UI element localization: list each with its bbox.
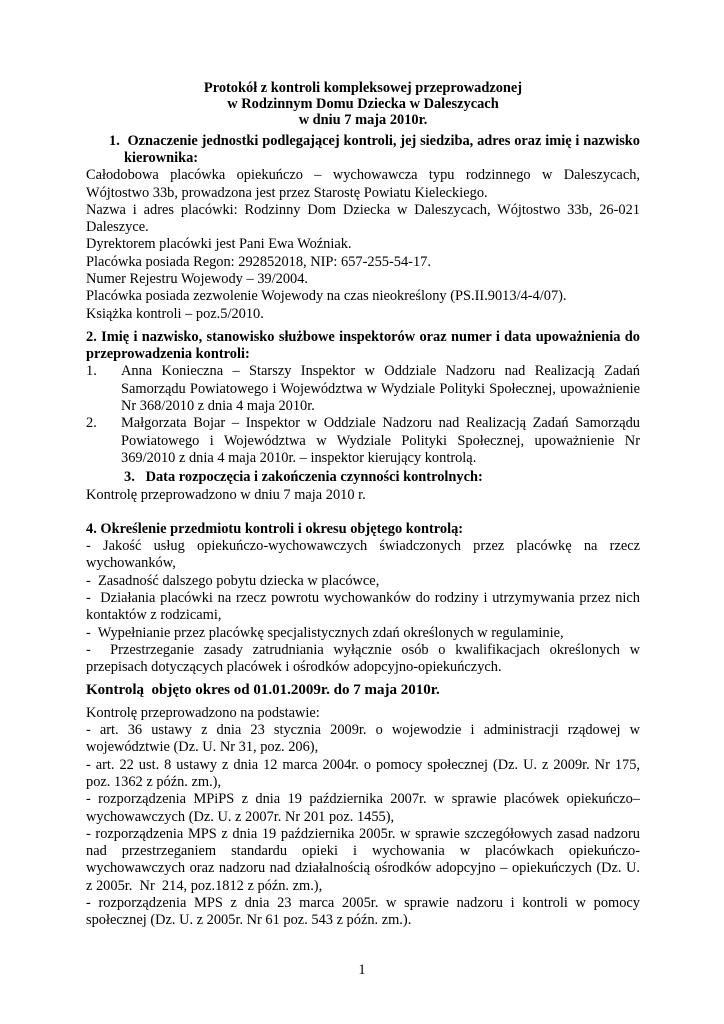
section-4-item: - Zasadność dalszego pobytu dziecka w placówce, bbox=[86, 572, 380, 589]
section-4-item: - Działania placówki na rzecz powrotu wychowanków do rodziny i utrzymywania przez nich kontaktów z rodzicami, bbox=[86, 590, 640, 624]
inspector-text: Małgorzata Bojar – Inspektor w Oddziale Nadzoru nad Realizacją Zadań Samorządu Powiatowego i Województwa w Wydziale Polityki Społecznej, upoważnienie Nr 369/2010 z dnia 4 maja 2010r. – inspektor kierujący kontrolą. bbox=[121, 415, 640, 466]
basis-item: - art. 22 ust. 8 ustawy z dnia 12 marca 2004r. o pomocy społecznej (Dz. U. z 2009r. Nr 175, poz. 1362 z późn. zm.), bbox=[86, 756, 640, 790]
inspector-number: 2. bbox=[86, 415, 97, 432]
document-page bbox=[86, 80, 640, 930]
section-1-line: Całodobowa placówka opiekuńczo – wychowawcza typu rodzinnego w Daleszycach, Wójtostwo 33b, prowadzona jest przez Starostę Powiatu Kieleckiego. bbox=[86, 167, 640, 201]
section-1-line: Placówka posiada zezwolenie Wojewody na czas nieokreślony (PS.II.9013/4-4/07). bbox=[86, 288, 567, 305]
section-1-line: Dyrektorem placówki jest Pani Ewa Woźniak. bbox=[86, 236, 352, 253]
section-4-heading: 4. Określenie przedmiotu kontroli i okresu objętego kontrolą: bbox=[86, 520, 464, 537]
section-3-heading: 3. Data rozpoczęcia i zakończenia czynności kontrolnych: bbox=[124, 469, 483, 486]
section-3-text: Kontrolę przeprowadzono w dniu 7 maja 2010 r. bbox=[86, 486, 366, 503]
basis-item: - art. 36 ustawy z dnia 23 stycznia 2009r. o wojewodzie i administracji rządowej w województwie (Dz. U. Nr 31, poz. 206), bbox=[86, 722, 640, 756]
page-number: 1 bbox=[358, 962, 366, 978]
title-line-3: w dniu 7 maja 2010r. bbox=[298, 112, 428, 129]
inspector-number: 1. bbox=[86, 363, 97, 380]
control-period: Kontrolą objęto okres od 01.01.2009r. do 7 maja 2010r. bbox=[86, 681, 440, 698]
section-1-line: Numer Rejestru Wojewody – 39/2004. bbox=[86, 270, 308, 287]
section-1-line: Placówka posiada Regon: 292852018, NIP: 657-255-54-17. bbox=[86, 253, 431, 270]
section-1-line: Książka kontroli – poz.5/2010. bbox=[86, 305, 264, 322]
spacer bbox=[86, 504, 640, 521]
inspector-item bbox=[86, 415, 640, 467]
basis-item: - rozporządzenia MPS z dnia 19 października 2005r. w sprawie szczegółowych zasad nadzoru nad przestrzeganiem standardu opieki i wychowania w placówkach opiekuńczo-wychowawczych oraz nadzoru nad działalnością ośrodków adopcyjno – opiekuńczych (Dz. U. z 2005r. Nr 214, poz.1812 z późn. zm.), bbox=[86, 825, 640, 894]
section-4-item: - Wypełnianie przez placówkę specjalistycznych zdań określonych w regulaminie, bbox=[86, 624, 564, 641]
basis-intro: Kontrolę przeprowadzono na podstawie: bbox=[86, 704, 320, 721]
basis-item: - rozporządzenia MPS z dnia 23 marca 2005r. w sprawie nadzoru i kontroli w pomocy społecznej (Dz. U. z 2005r. Nr 61 poz. 543 z późn. zm.). bbox=[86, 895, 640, 929]
section-1-line: Nazwa i adres placówki: Rodzinny Dom Dziecka w Daleszycach, Wójtostwo 33b, 26-021 Daleszyce. bbox=[86, 201, 640, 236]
section-4-item: - Jakość usług opiekuńczo-wychowawczych świadczonych przez placówkę na rzecz wychowanków, bbox=[86, 538, 640, 572]
inspector-item bbox=[86, 363, 640, 415]
section-4-item: - Przestrzeganie zasady zatrudniania wyłącznie osób o kwalifikacjach określonych w przepisach dotyczących placówek i ośrodków adopcyjno-opiekuńczych. bbox=[86, 641, 640, 676]
title-line-1: Protokół z kontroli kompleksowej przeprowadzonej bbox=[203, 80, 523, 96]
inspector-text: Anna Konieczna – Starszy Inspektor w Oddziale Nadzoru nad Realizacją Zadań Samorządu Powiatowego i Województwa w Wydziale Polityki Społecznej, upoważnienie Nr 368/2010 z dnia 4 maja 2010r. bbox=[121, 363, 640, 415]
basis-list bbox=[86, 722, 640, 930]
basis-item: - rozporządzenia MPiPS z dnia 19 października 2007r. w sprawie placówek opiekuńczo–wychowawczych (Dz. U. z 2007r. Nr 201 poz. 1455), bbox=[86, 791, 640, 825]
section-4-list bbox=[86, 538, 640, 676]
document-title bbox=[86, 80, 640, 129]
title-line-2: w Rodzinnym Domu Dziecka w Daleszycach bbox=[227, 96, 499, 113]
section-2-heading: 2. Imię i nazwisko, stanowisko służbowe inspektorów oraz numer i data upoważnienia do przeprowadzenia kontroli: bbox=[86, 328, 640, 363]
section-1-body bbox=[86, 167, 640, 323]
section-1-heading: 1. Oznaczenie jednostki podlegającej kontroli, jej siedziba, adres oraz imię i nazwisko kierownika: bbox=[109, 132, 640, 166]
